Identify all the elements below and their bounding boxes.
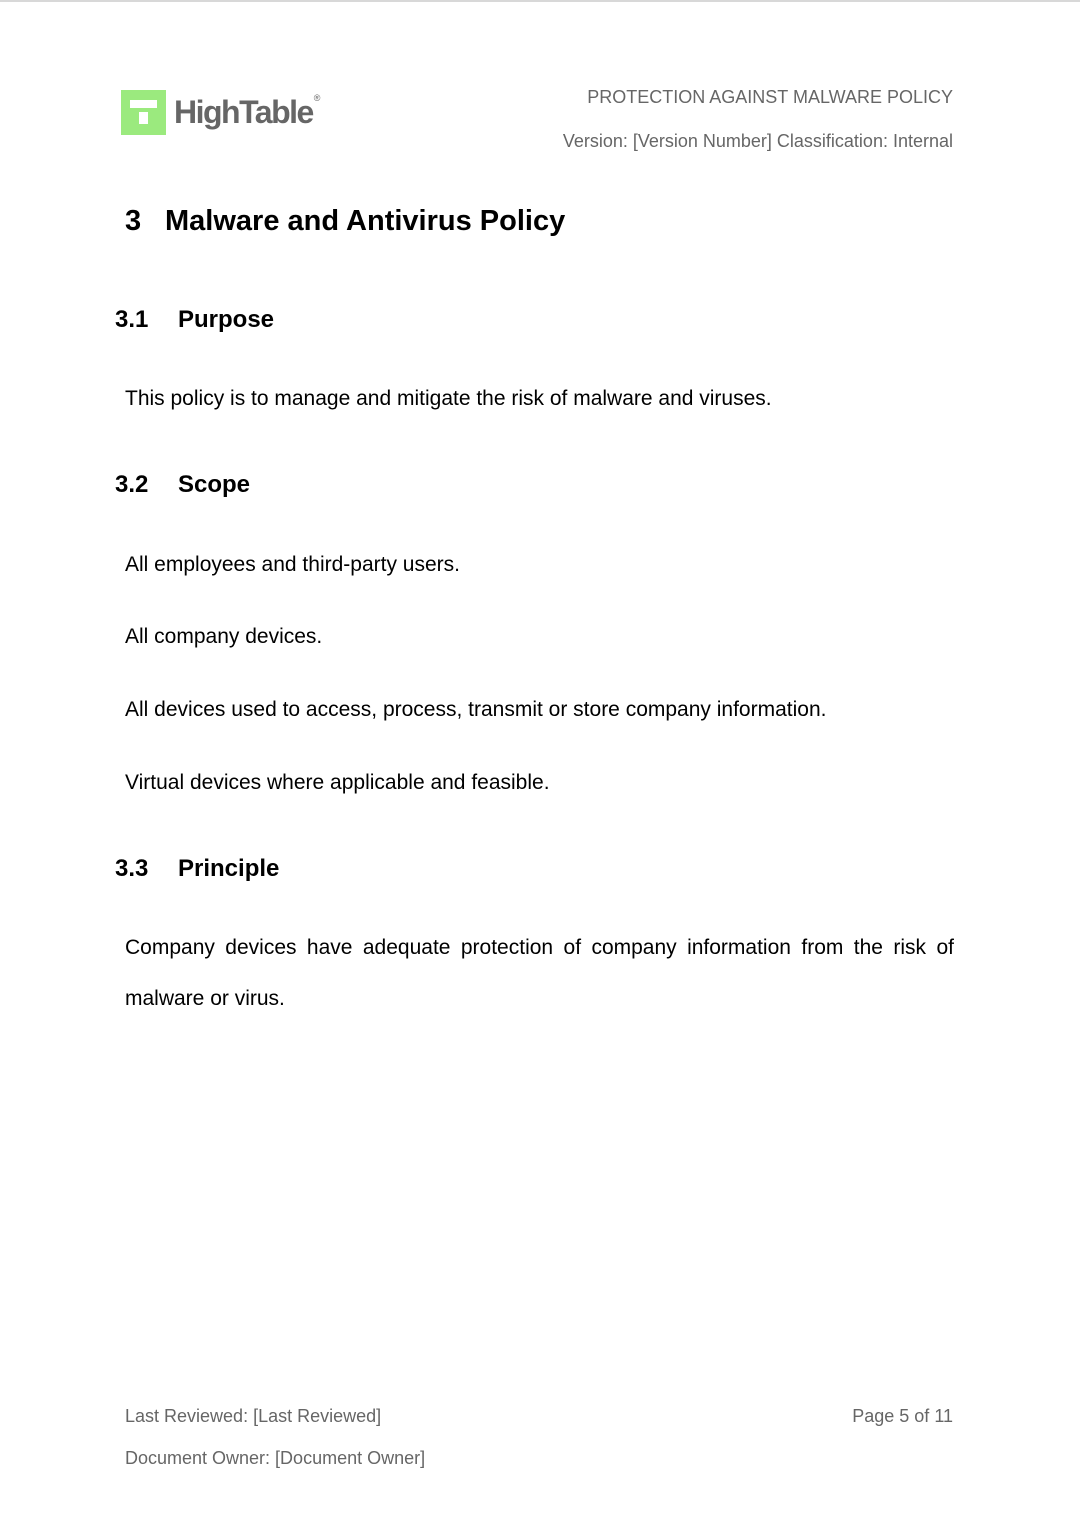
section-title: Malware and Antivirus Policy bbox=[165, 205, 566, 237]
header-version-classification: Version: [Version Number] Classification: Internal bbox=[562, 131, 953, 151]
subsection-number: 3.2 bbox=[115, 471, 149, 498]
logo-text bbox=[174, 93, 319, 130]
hightable-logo-icon bbox=[121, 90, 166, 135]
header-document-title: PROTECTION AGAINST MALWARE POLICY bbox=[587, 87, 953, 107]
subsection-title: Principle bbox=[178, 855, 280, 882]
subsection-heading-purpose bbox=[115, 306, 274, 334]
subsection-heading-scope bbox=[115, 471, 250, 499]
footer-page-number: Page 5 of 11 bbox=[852, 1406, 953, 1426]
logo-wordmark: HighTable bbox=[174, 94, 313, 130]
paragraph: All company devices. bbox=[125, 625, 323, 648]
footer-last-reviewed: Last Reviewed: [Last Reviewed] bbox=[125, 1406, 382, 1426]
section-heading bbox=[125, 205, 565, 238]
subsection-number: 3.3 bbox=[115, 855, 149, 882]
section-number: 3 bbox=[125, 205, 142, 237]
footer-document-owner: Document Owner: [Document Owner] bbox=[125, 1448, 426, 1468]
subsection-heading-principle bbox=[115, 855, 279, 883]
registered-mark: ® bbox=[313, 93, 319, 103]
paragraph: Virtual devices where applicable and feasible. bbox=[125, 771, 550, 794]
subsection-title: Scope bbox=[178, 471, 251, 498]
subsection-number: 3.1 bbox=[115, 306, 149, 333]
hightable-logo bbox=[121, 89, 319, 135]
paragraph: All devices used to access, process, transmit or store company information. bbox=[125, 698, 827, 721]
paragraph: All employees and third-party users. bbox=[125, 553, 460, 576]
paragraph: This policy is to manage and mitigate the risk of malware and viruses. bbox=[125, 387, 772, 410]
paragraph: Company devices have adequate protection of company information from the risk of malware or virus. bbox=[125, 936, 954, 1010]
top-border bbox=[0, 0, 1080, 2]
subsection-title: Purpose bbox=[178, 306, 275, 333]
